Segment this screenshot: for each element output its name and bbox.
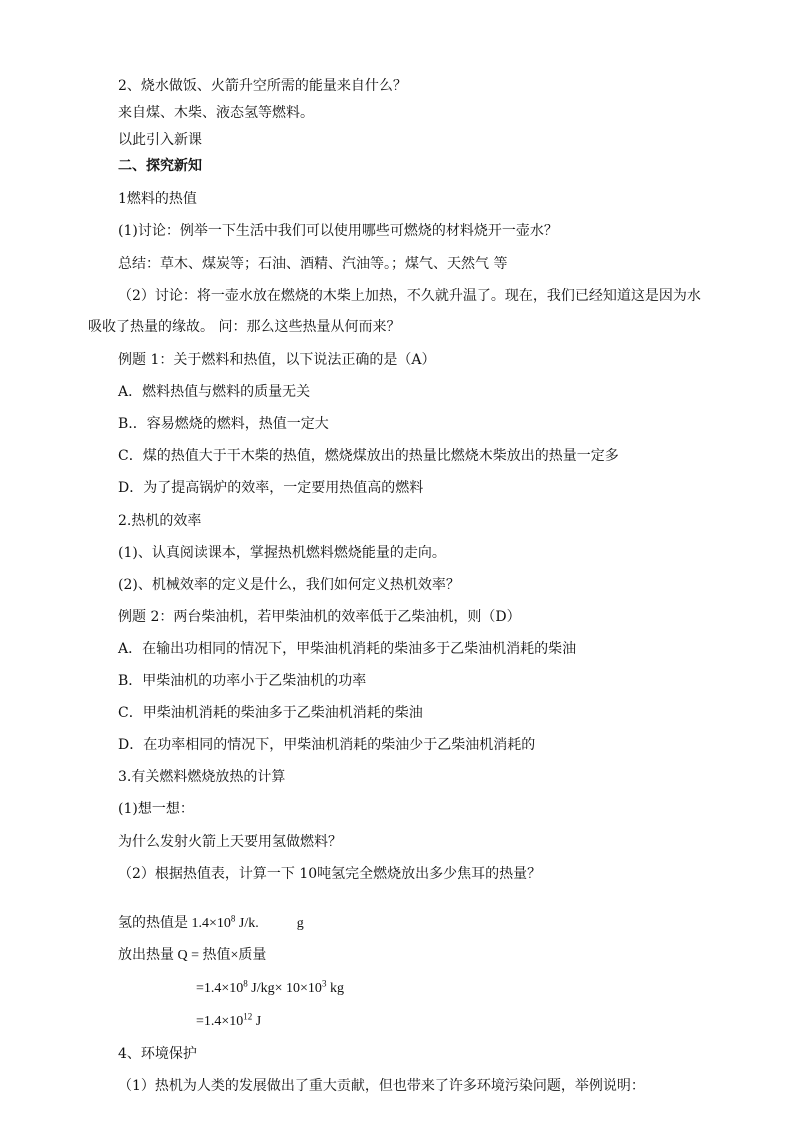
calc-task: （2）根据热值表，计算一下 10吨氢完全燃烧放出多少焦耳的热量？	[118, 866, 542, 882]
calc-step-2: $=1.4\times 10^{12}$ J	[196, 1011, 262, 1029]
subsection-3: 3.有关燃料燃烧放热的计算	[118, 769, 286, 785]
example-2-option-c: C．甲柴油机消耗的柴油多于乙柴油机消耗的柴油	[118, 705, 423, 721]
hydrogen-heat-value: 氢的热值是 $1.4\times 10^8$ J/k. g	[118, 913, 304, 931]
subsection-2: 2.热机的效率	[118, 513, 202, 529]
heat-formula: 放出热量 Q = 热值×质量	[118, 948, 267, 963]
example-2-option-a: A．在输出功相同的情况下，甲柴油机消耗的柴油多于乙柴油机消耗的柴油	[118, 641, 577, 657]
example-1-option-d: D．为了提高锅炉的效率，一定要用热值高的燃料	[118, 480, 424, 496]
discussion-2-line1: （2）讨论：将一壶水放在燃烧的木柴上加热，不久就升温了。现在，我们已经知道这是因为水	[118, 288, 701, 304]
think-heading: (1)想一想：	[118, 801, 194, 817]
answer-2: 来自煤、木柴、液态氢等燃料。	[118, 105, 314, 121]
discussion-2-line2: 吸收了热量的缘故。 问：那么这些热量从何而来？	[88, 319, 401, 335]
example-1-option-c: C．煤的热值大于干木柴的热值，燃烧煤放出的热量比燃烧木柴放出的热量一定多	[118, 448, 619, 464]
example-1-question: 例题 1：关于燃料和热值，以下说法正确的是（A）	[118, 352, 436, 368]
reading-2: (2)、机械效率的定义是什么，我们如何定义热机效率？	[118, 577, 460, 593]
intro-line: 以此引入新课	[118, 132, 202, 148]
calc-step-1: $=1.4\times 10^8$ $J/kg\times 10\times 10^3$ kg	[196, 978, 344, 996]
discussion-1: (1)讨论：例举一下生活中我们可以使用哪些可燃烧的材料烧开一壶水？	[118, 223, 558, 239]
example-1-option-b: B.．容易燃烧的燃料，热值一定大	[118, 416, 329, 432]
question-2: 2、烧水做饭、火箭升空所需的能量来自什么？	[118, 78, 407, 94]
think-question: 为什么发射火箭上天要用氢做燃料？	[118, 834, 342, 850]
reading-1: (1)、认真阅读课本，掌握热机燃料燃烧能量的走向。	[118, 545, 446, 561]
summary-line: 总结：草木、煤炭等；石油、酒精、汽油等。；煤气、天然气 等	[118, 256, 508, 272]
example-2-question: 例题 2：两台柴油机，若甲柴油机的效率低于乙柴油机，则（D）	[118, 609, 521, 625]
section-heading-2: 二、探究新知	[118, 158, 202, 174]
example-2-option-d: D．在功率相同的情况下，甲柴油机消耗的柴油少于乙柴油机消耗的	[118, 737, 536, 753]
example-2-option-b: B．甲柴油机的功率小于乙柴油机的功率	[118, 673, 367, 689]
subsection-1: 1燃料的热值	[118, 191, 197, 207]
environment-1: （1）热机为人类的发展做出了重大贡献，但也带来了许多环境污染问题，举例说明：	[118, 1078, 645, 1094]
example-1-option-a: A．燃料热值与燃料的质量无关	[118, 384, 311, 400]
subsection-4: 4、环境保护	[118, 1046, 197, 1062]
